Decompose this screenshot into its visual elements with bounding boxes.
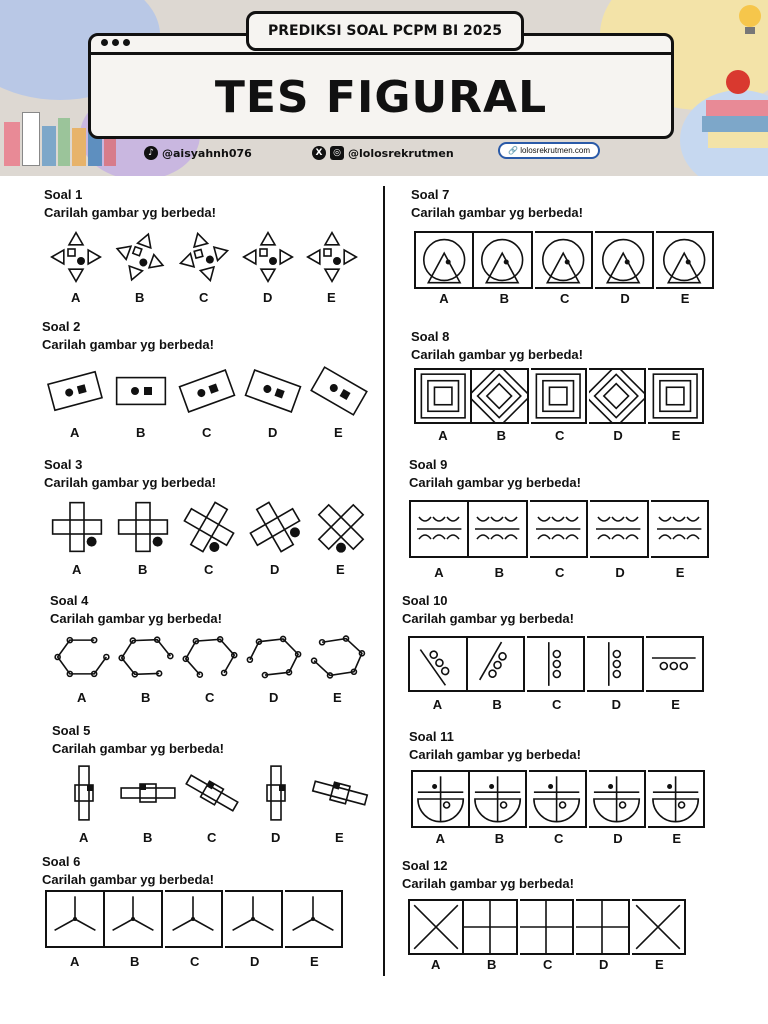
figure-drawing [632, 901, 684, 953]
figure-drawing [531, 370, 585, 422]
figure-drawing [178, 628, 242, 686]
figure-drawing [464, 901, 516, 953]
figure-drawing [308, 760, 372, 826]
soal-12 [402, 857, 574, 893]
soal-title: Soal 5 [52, 723, 91, 738]
figure-drawing [416, 370, 470, 422]
figure-option-d[interactable] [576, 899, 630, 955]
option-label-a: A [432, 697, 443, 712]
soal-title: Soal 1 [44, 187, 83, 202]
figure-option-d[interactable] [240, 362, 306, 420]
soal-1 [44, 186, 216, 222]
option-label-a: A [434, 565, 444, 580]
figure-drawing [589, 772, 644, 826]
figure-drawing [225, 892, 281, 946]
option-label-a: A [77, 690, 87, 705]
figure-option-c[interactable] [529, 770, 586, 828]
figure-option-d[interactable] [590, 500, 648, 558]
figure-drawing [308, 498, 374, 556]
figure-drawing [110, 498, 176, 556]
option-label-b: B [496, 428, 506, 443]
figure-drawing [416, 233, 472, 287]
figure-drawing [105, 892, 161, 946]
figure-drawing [589, 370, 643, 422]
option-label-a: A [431, 957, 441, 972]
soal-title: Soal 4 [50, 593, 89, 608]
page-title: TES FIGURAL [214, 72, 548, 123]
figure-option-b[interactable] [114, 628, 178, 686]
social-handle[interactable] [312, 146, 454, 160]
figure-option-a[interactable] [408, 899, 464, 955]
option-label-b: B [136, 425, 146, 440]
figure-drawing [529, 772, 584, 826]
figure-option-b[interactable] [469, 500, 527, 558]
figure-option-d[interactable] [242, 498, 308, 556]
option-label-e: E [680, 291, 690, 306]
figure-option-c[interactable] [535, 231, 593, 289]
figure-option-a[interactable] [408, 636, 468, 692]
option-label-e: E [671, 428, 681, 443]
soal-6 [42, 853, 214, 889]
figure-option-d[interactable] [236, 228, 300, 286]
soal-10 [402, 592, 574, 628]
figure-option-a[interactable] [50, 628, 114, 686]
soal-question: Carilah gambar yg berbeda! [44, 205, 216, 220]
figure-drawing [646, 638, 702, 690]
figure-option-c[interactable] [520, 899, 574, 955]
option-label-d: D [611, 697, 621, 712]
figure-option-c[interactable] [180, 760, 244, 826]
figure-drawing [116, 760, 180, 826]
figure-drawing [172, 228, 236, 286]
figure-option-e[interactable] [648, 770, 705, 828]
soal-title: Soal 9 [409, 457, 448, 472]
figure-option-d[interactable] [225, 890, 283, 948]
soal-question: Carilah gambar yg berbeda! [402, 611, 574, 626]
figure-drawing [47, 892, 103, 946]
figure-option-d[interactable] [589, 368, 645, 424]
option-label-d: D [613, 831, 623, 846]
soal-question: Carilah gambar yg berbeda! [50, 611, 222, 626]
figure-option-e[interactable] [308, 760, 372, 826]
column-divider [383, 186, 385, 976]
option-label-c: C [205, 690, 215, 705]
figure-option-c[interactable] [527, 636, 585, 692]
figure-drawing [576, 901, 628, 953]
figure-drawing [530, 502, 586, 556]
soal-question: Carilah gambar yg berbeda! [42, 872, 214, 887]
figure-option-b[interactable] [468, 636, 526, 692]
figure-option-e[interactable] [646, 636, 704, 692]
figure-drawing [300, 228, 364, 286]
soal-title: Soal 11 [409, 729, 454, 744]
tiktok-handle[interactable] [144, 146, 252, 160]
soal-question: Carilah gambar yg berbeda! [402, 876, 574, 891]
option-label-e: E [672, 831, 682, 846]
soal-question: Carilah gambar yg berbeda! [411, 347, 583, 362]
option-label-b: B [487, 957, 497, 972]
soal-title: Soal 3 [44, 457, 83, 472]
figure-drawing [52, 760, 116, 826]
figure-drawing [590, 502, 646, 556]
figure-drawing [535, 233, 591, 287]
figure-drawing [413, 772, 468, 826]
option-label-e: E [335, 830, 344, 845]
soal-question: Carilah gambar yg berbeda! [409, 747, 581, 762]
figure-option-d[interactable] [589, 770, 646, 828]
option-label-c: C [204, 562, 214, 577]
figure-option-b[interactable] [474, 231, 532, 289]
option-label-d: D [270, 562, 280, 577]
figure-option-c[interactable] [172, 228, 236, 286]
soal-3 [44, 456, 216, 492]
figure-option-e[interactable] [651, 500, 709, 558]
website-link[interactable] [498, 142, 600, 159]
figure-drawing [470, 772, 525, 826]
option-label-a: A [70, 954, 80, 969]
figure-drawing [648, 772, 703, 826]
lightbulb-icon [735, 0, 765, 36]
figure-drawing [285, 892, 341, 946]
figure-option-c[interactable] [531, 368, 587, 424]
figure-drawing [595, 233, 651, 287]
link-icon: 🔗 [508, 146, 518, 155]
figure-option-c[interactable] [178, 628, 242, 686]
option-label-d: D [250, 954, 260, 969]
figure-option-b[interactable] [464, 899, 518, 955]
soal-11 [409, 728, 581, 764]
figure-option-a[interactable] [44, 498, 110, 556]
soal-title: Soal 12 [402, 858, 448, 873]
figure-drawing [44, 228, 108, 286]
figure-drawing [44, 498, 110, 556]
figure-drawing [651, 502, 707, 556]
option-label-e: E [336, 562, 345, 577]
option-label-a: A [70, 425, 80, 440]
option-label-c: C [199, 290, 209, 305]
soal-2 [42, 318, 214, 354]
figure-option-a[interactable] [42, 362, 108, 420]
figure-drawing [587, 638, 643, 690]
figure-option-b[interactable] [116, 760, 180, 826]
option-label-d: D [268, 425, 278, 440]
x-icon: X [312, 146, 326, 160]
window-dots-icon [101, 39, 130, 46]
books-apple-illustration [690, 70, 768, 170]
option-label-e: E [310, 954, 319, 969]
soal-8 [411, 328, 583, 364]
option-label-a: A [72, 562, 82, 577]
figure-option-e[interactable] [285, 890, 343, 948]
figure-drawing [108, 228, 172, 286]
option-label-c: C [552, 697, 562, 712]
figure-drawing [472, 370, 526, 422]
figure-option-a[interactable] [411, 770, 470, 828]
figure-option-e[interactable] [648, 368, 704, 424]
figure-drawing [42, 362, 108, 420]
tiktok-icon: ♪ [144, 146, 158, 160]
option-label-a: A [71, 290, 81, 305]
option-label-c: C [190, 954, 200, 969]
figure-drawing [50, 628, 114, 686]
soal-question: Carilah gambar yg berbeda! [52, 741, 224, 756]
figure-option-e[interactable] [308, 498, 374, 556]
figure-drawing [468, 638, 524, 690]
figure-drawing [242, 498, 308, 556]
figure-option-a[interactable] [52, 760, 116, 826]
option-label-a: A [79, 830, 89, 845]
figure-option-e[interactable] [632, 899, 686, 955]
figure-option-a[interactable] [44, 228, 108, 286]
option-label-d: D [269, 690, 279, 705]
figure-drawing [410, 901, 462, 953]
tiktok-text: @aisyahnh076 [162, 146, 252, 160]
figure-option-e[interactable] [656, 231, 714, 289]
soal-title: Soal 8 [411, 329, 450, 344]
soal-title: Soal 2 [42, 319, 81, 334]
figure-option-c[interactable] [165, 890, 223, 948]
option-label-c: C [202, 425, 212, 440]
option-label-c: C [543, 957, 553, 972]
figure-drawing [474, 233, 530, 287]
option-label-c: C [560, 291, 570, 306]
figure-option-c[interactable] [530, 500, 588, 558]
figure-drawing [410, 638, 466, 690]
soal-9 [409, 456, 581, 492]
option-label-d: D [620, 291, 630, 306]
social-text: @lolosrekrutmen [348, 146, 454, 160]
option-label-b: B [492, 697, 502, 712]
option-label-b: B [135, 290, 145, 305]
figure-option-b[interactable] [108, 228, 172, 286]
soal-7 [411, 186, 583, 222]
figure-drawing [176, 498, 242, 556]
figure-drawing [108, 362, 174, 420]
option-label-d: D [271, 830, 281, 845]
figure-option-b[interactable] [472, 368, 528, 424]
option-label-e: E [334, 425, 343, 440]
figure-option-a[interactable] [45, 890, 105, 948]
figure-drawing [114, 628, 178, 686]
soal-title: Soal 6 [42, 854, 81, 869]
figure-option-d[interactable] [242, 628, 306, 686]
figure-drawing [174, 362, 240, 420]
figure-drawing [240, 362, 306, 420]
soal-title: Soal 7 [411, 187, 450, 202]
soal-5 [52, 722, 224, 758]
figure-option-e[interactable] [306, 628, 370, 686]
figure-option-c[interactable] [174, 362, 240, 420]
option-label-c: C [554, 831, 564, 846]
figure-option-b[interactable] [470, 770, 527, 828]
option-label-b: B [143, 830, 153, 845]
figure-drawing [520, 901, 572, 953]
option-label-e: E [655, 957, 664, 972]
figure-drawing [656, 233, 712, 287]
website-text: lolosrekrutmen.com [520, 146, 591, 155]
figure-option-d[interactable] [595, 231, 653, 289]
figure-option-b[interactable] [108, 362, 174, 420]
figure-option-a[interactable] [414, 231, 474, 289]
figure-option-c[interactable] [176, 498, 242, 556]
figure-option-d[interactable] [587, 636, 645, 692]
figure-option-e[interactable] [306, 362, 372, 420]
option-label-b: B [141, 690, 151, 705]
option-label-b: B [494, 565, 504, 580]
soal-title: Soal 10 [402, 593, 448, 608]
option-label-c: C [207, 830, 217, 845]
figure-option-a[interactable] [414, 368, 472, 424]
figure-option-b[interactable] [105, 890, 163, 948]
option-label-d: D [613, 428, 623, 443]
figure-drawing [469, 502, 525, 556]
option-label-a: A [438, 428, 448, 443]
option-label-b: B [499, 291, 509, 306]
option-label-d: D [599, 957, 609, 972]
figure-drawing [648, 370, 702, 422]
figure-drawing [306, 628, 370, 686]
figure-drawing [242, 628, 306, 686]
figure-drawing [411, 502, 467, 556]
figure-option-a[interactable] [409, 500, 469, 558]
option-label-b: B [130, 954, 140, 969]
badge-prediksi: PREDIKSI SOAL PCPM BI 2025 [246, 11, 524, 51]
header-banner [0, 0, 768, 176]
figure-drawing [236, 228, 300, 286]
figure-option-e[interactable] [300, 228, 364, 286]
option-label-e: E [327, 290, 336, 305]
figure-option-b[interactable] [110, 498, 176, 556]
option-label-d: D [263, 290, 273, 305]
soal-question: Carilah gambar yg berbeda! [409, 475, 581, 490]
option-label-b: B [494, 831, 505, 846]
option-label-d: D [615, 565, 625, 580]
option-label-e: E [333, 690, 342, 705]
option-label-a: A [439, 291, 449, 306]
option-label-c: C [555, 428, 565, 443]
option-label-e: E [671, 697, 680, 712]
figure-drawing [244, 760, 308, 826]
figure-drawing [527, 638, 583, 690]
option-label-a: A [435, 831, 445, 846]
figure-drawing [180, 760, 244, 826]
option-label-c: C [555, 565, 565, 580]
soal-4 [50, 592, 222, 628]
soal-question: Carilah gambar yg berbeda! [411, 205, 583, 220]
figure-drawing [306, 362, 372, 420]
option-label-e: E [675, 565, 685, 580]
soal-question: Carilah gambar yg berbeda! [42, 337, 214, 352]
figure-drawing [165, 892, 221, 946]
figure-option-d[interactable] [244, 760, 308, 826]
instagram-icon: ◎ [330, 146, 344, 160]
soal-question: Carilah gambar yg berbeda! [44, 475, 216, 490]
option-label-b: B [138, 562, 148, 577]
